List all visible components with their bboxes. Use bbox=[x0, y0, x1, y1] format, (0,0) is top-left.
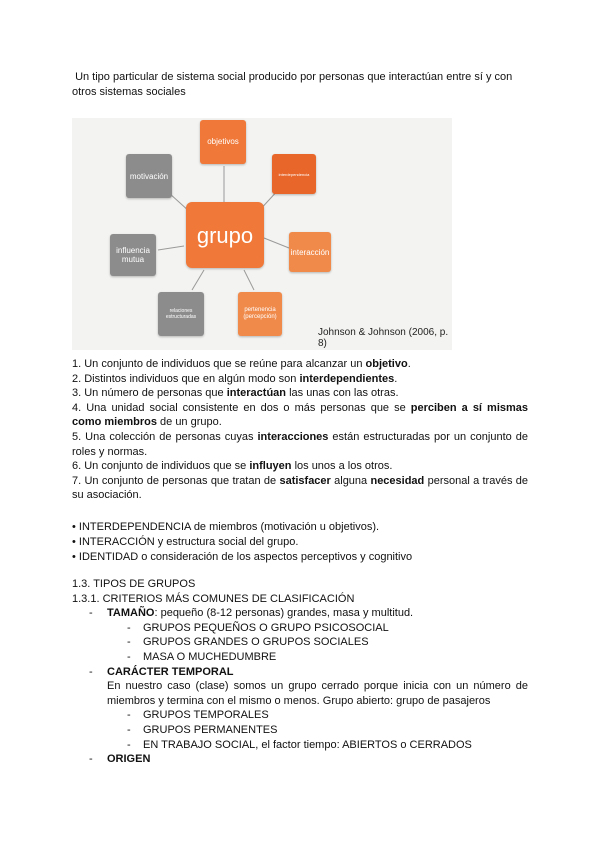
section-heading: 1.3. TIPOS DE GRUPOS bbox=[72, 578, 196, 590]
node-motivacion: motivación bbox=[126, 154, 172, 198]
group-types-section bbox=[72, 577, 528, 767]
bullet-item: • INTERACCIÓN y estructura social del grupo. bbox=[72, 536, 299, 548]
node-interaccion: interacción bbox=[289, 232, 331, 272]
definition-4: 4. Una unidad social consistente en dos o más personas que se perciben a sí mismas como miembros de un grupo. bbox=[72, 401, 529, 429]
node-relaciones: relaciones estructuradas bbox=[158, 292, 204, 336]
bullet-item: • IDENTIDAD o consideración de los aspectos perceptivos y cognitivo bbox=[72, 551, 413, 563]
definition-5: 5. Una colección de personas cuyas interacciones están estructuradas por un conjunto de roles y normas. bbox=[72, 430, 528, 458]
tamano-item: - MASA O MUCHEDUMBRE bbox=[127, 650, 277, 663]
criterion-caracter-temporal: - CARÁCTER TEMPORAL bbox=[89, 665, 234, 678]
criterion-tamano: - TAMAÑO: pequeño (8-12 personas) grandes, masa y multitud. bbox=[89, 607, 414, 620]
connector-interaccion bbox=[264, 238, 289, 248]
caracter-item: - EN TRABAJO SOCIAL, el factor tiempo: ABIERTOS o CERRADOS bbox=[127, 738, 472, 751]
node-pertenencia: pertenencia (percepción) bbox=[238, 292, 282, 336]
definition-1: 1. Un conjunto de individuos que se reúne para alcanzar un objetivo. bbox=[72, 358, 411, 370]
node-influencia: influencia mutua bbox=[110, 234, 156, 276]
node-interdependencia: interdependencia bbox=[272, 154, 316, 194]
criterion-origen: - ORIGEN bbox=[89, 753, 151, 766]
diagram-citation: Johnson & Johnson (2006, p. 8) bbox=[318, 327, 449, 349]
caracter-item: - GRUPOS PERMANENTES bbox=[127, 723, 278, 736]
tamano-item: - GRUPOS PEQUEÑOS O GRUPO PSICOSOCIAL bbox=[127, 621, 389, 634]
intro-sentence: Un tipo particular de sistema social producido por personas que interactúan entre sí y con otros sistemas sociales bbox=[72, 71, 513, 98]
tamano-item: - GRUPOS GRANDES O GRUPOS SOCIALES bbox=[127, 636, 369, 649]
definition-3: 3. Un número de personas que interactúan las unas con las otras. bbox=[72, 387, 399, 400]
caracter-temporal-paragraph: En nuestro caso (clase) somos un grupo cerrado porque inicia con un número de miembros y termina con el mismo o menos. Grupo abierto: grupo de pasajeros bbox=[107, 680, 528, 707]
node-grupo: grupo bbox=[186, 202, 264, 268]
bullet-item: • INTERDEPENDENCIA de miembros (motivación u objetivos). bbox=[72, 521, 380, 533]
node-objetivos: objetivos bbox=[200, 120, 246, 164]
connector-influencia bbox=[158, 246, 184, 250]
definition-2: 2. Distintos individuos que en algún modo son interdependientes. bbox=[72, 372, 398, 385]
group-concept-diagram bbox=[72, 118, 452, 350]
connector-pertenencia bbox=[244, 270, 254, 290]
definition-7: 7. Un conjunto de personas que tratan de satisfacer alguna necesidad personal a través de su asociación. bbox=[72, 474, 528, 502]
intro-text bbox=[72, 70, 532, 100]
connector-relaciones bbox=[192, 270, 204, 290]
section-subheading: 1.3.1. CRITERIOS MÁS COMUNES DE CLASIFICACIÓN bbox=[72, 592, 355, 605]
definition-6: 6. Un conjunto de individuos que se influyen los unos a los otros. bbox=[72, 460, 393, 473]
caracter-item: - GRUPOS TEMPORALES bbox=[127, 709, 269, 722]
key-aspects-list bbox=[72, 520, 528, 565]
definitions-list bbox=[72, 357, 528, 503]
